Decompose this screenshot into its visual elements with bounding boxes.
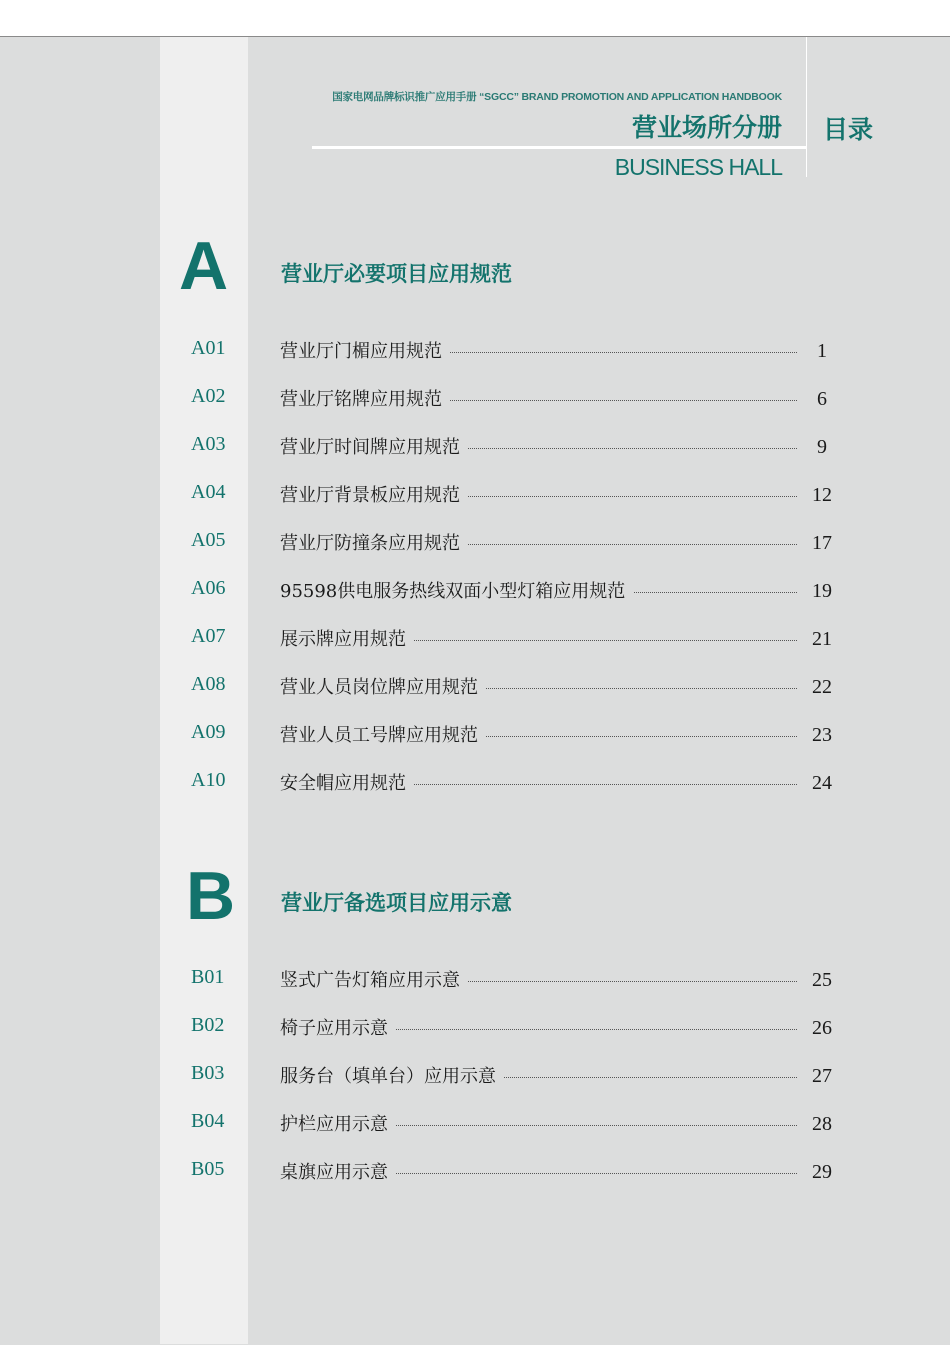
toc-row[interactable]: [0, 1014, 950, 1044]
item-label[interactable]: 营业人员工号牌应用规范: [280, 721, 486, 747]
item-code: B01: [191, 966, 225, 988]
page-number: 21: [812, 628, 832, 650]
item-code: B04: [191, 1110, 225, 1132]
section-letter-b: B: [186, 858, 236, 934]
item-code: B03: [191, 1062, 225, 1084]
item-code: A04: [191, 481, 226, 503]
page-number: 12: [812, 484, 832, 506]
page-number: 27: [812, 1065, 832, 1087]
item-code: A09: [191, 721, 226, 743]
item-code: A08: [191, 673, 226, 695]
item-label[interactable]: 营业厅门楣应用规范: [280, 337, 450, 363]
section-letter-a: A: [179, 228, 229, 304]
volume-subtitle: BUSINESS HALL: [614, 154, 782, 180]
item-label[interactable]: 营业厅铭牌应用规范: [280, 385, 450, 411]
page-number: 22: [812, 676, 832, 698]
item-code: A10: [191, 769, 226, 791]
page-number: 6: [817, 388, 827, 410]
item-label[interactable]: 桌旗应用示意: [280, 1158, 396, 1184]
item-label[interactable]: 竖式广告灯箱应用示意: [280, 966, 468, 992]
page-number: 25: [812, 969, 832, 991]
toc-row[interactable]: [0, 966, 950, 996]
item-code: A07: [191, 625, 226, 647]
toc-row[interactable]: [0, 673, 950, 703]
section-title-b: 营业厅备选项目应用示意: [281, 890, 512, 915]
item-code: A05: [191, 529, 226, 551]
page-number: 28: [812, 1113, 832, 1135]
page-number: 23: [812, 724, 832, 746]
item-label[interactable]: 护栏应用示意: [280, 1110, 396, 1136]
volume-title: 营业场所分册: [631, 113, 782, 142]
page-number: 19: [812, 580, 832, 602]
page-number: 17: [812, 532, 832, 554]
item-code: A02: [191, 385, 226, 407]
toc-row[interactable]: [0, 625, 950, 655]
toc-row[interactable]: [0, 1158, 950, 1188]
item-label[interactable]: 营业厅时间牌应用规范: [280, 433, 468, 459]
page-number: 29: [812, 1161, 832, 1183]
toc-row[interactable]: [0, 433, 950, 463]
toc-row[interactable]: [0, 769, 950, 799]
section-title-a: 营业厅必要项目应用规范: [281, 261, 512, 286]
item-label[interactable]: 95598供电服务热线双面小型灯箱应用规范: [280, 577, 633, 603]
header-divider-vertical: [806, 37, 807, 177]
item-label[interactable]: 椅子应用示意: [280, 1014, 396, 1040]
item-label[interactable]: 营业人员岗位牌应用规范: [280, 673, 486, 699]
item-code: B02: [191, 1014, 225, 1036]
item-label[interactable]: 服务台（填单台）应用示意: [280, 1062, 504, 1088]
toc-label: 目录: [823, 115, 874, 144]
item-code: A01: [191, 337, 226, 359]
toc-row[interactable]: [0, 385, 950, 415]
item-code: A03: [191, 433, 226, 455]
handbook-line: 国家电网品牌标识推广应用手册 “SGCC” BRAND PROMOTION AND APPLICATION HANDBOOK: [332, 91, 782, 103]
toc-row[interactable]: [0, 337, 950, 367]
item-label[interactable]: 展示牌应用规范: [280, 625, 414, 651]
item-label[interactable]: 安全帽应用规范: [280, 769, 414, 795]
header-rule: [312, 146, 806, 149]
page-number: 1: [817, 340, 827, 362]
toc-row[interactable]: [0, 1110, 950, 1140]
item-code: B05: [191, 1158, 225, 1180]
page-number: 26: [812, 1017, 832, 1039]
toc-row[interactable]: [0, 577, 950, 607]
toc-row[interactable]: [0, 481, 950, 511]
toc-row[interactable]: [0, 529, 950, 559]
item-label[interactable]: 营业厅背景板应用规范: [280, 481, 468, 507]
toc-row[interactable]: [0, 1062, 950, 1092]
page-number: 24: [812, 772, 832, 794]
toc-row[interactable]: [0, 721, 950, 751]
item-code: A06: [191, 577, 226, 599]
page-number: 9: [817, 436, 827, 458]
item-label[interactable]: 营业厅防撞条应用规范: [280, 529, 468, 555]
